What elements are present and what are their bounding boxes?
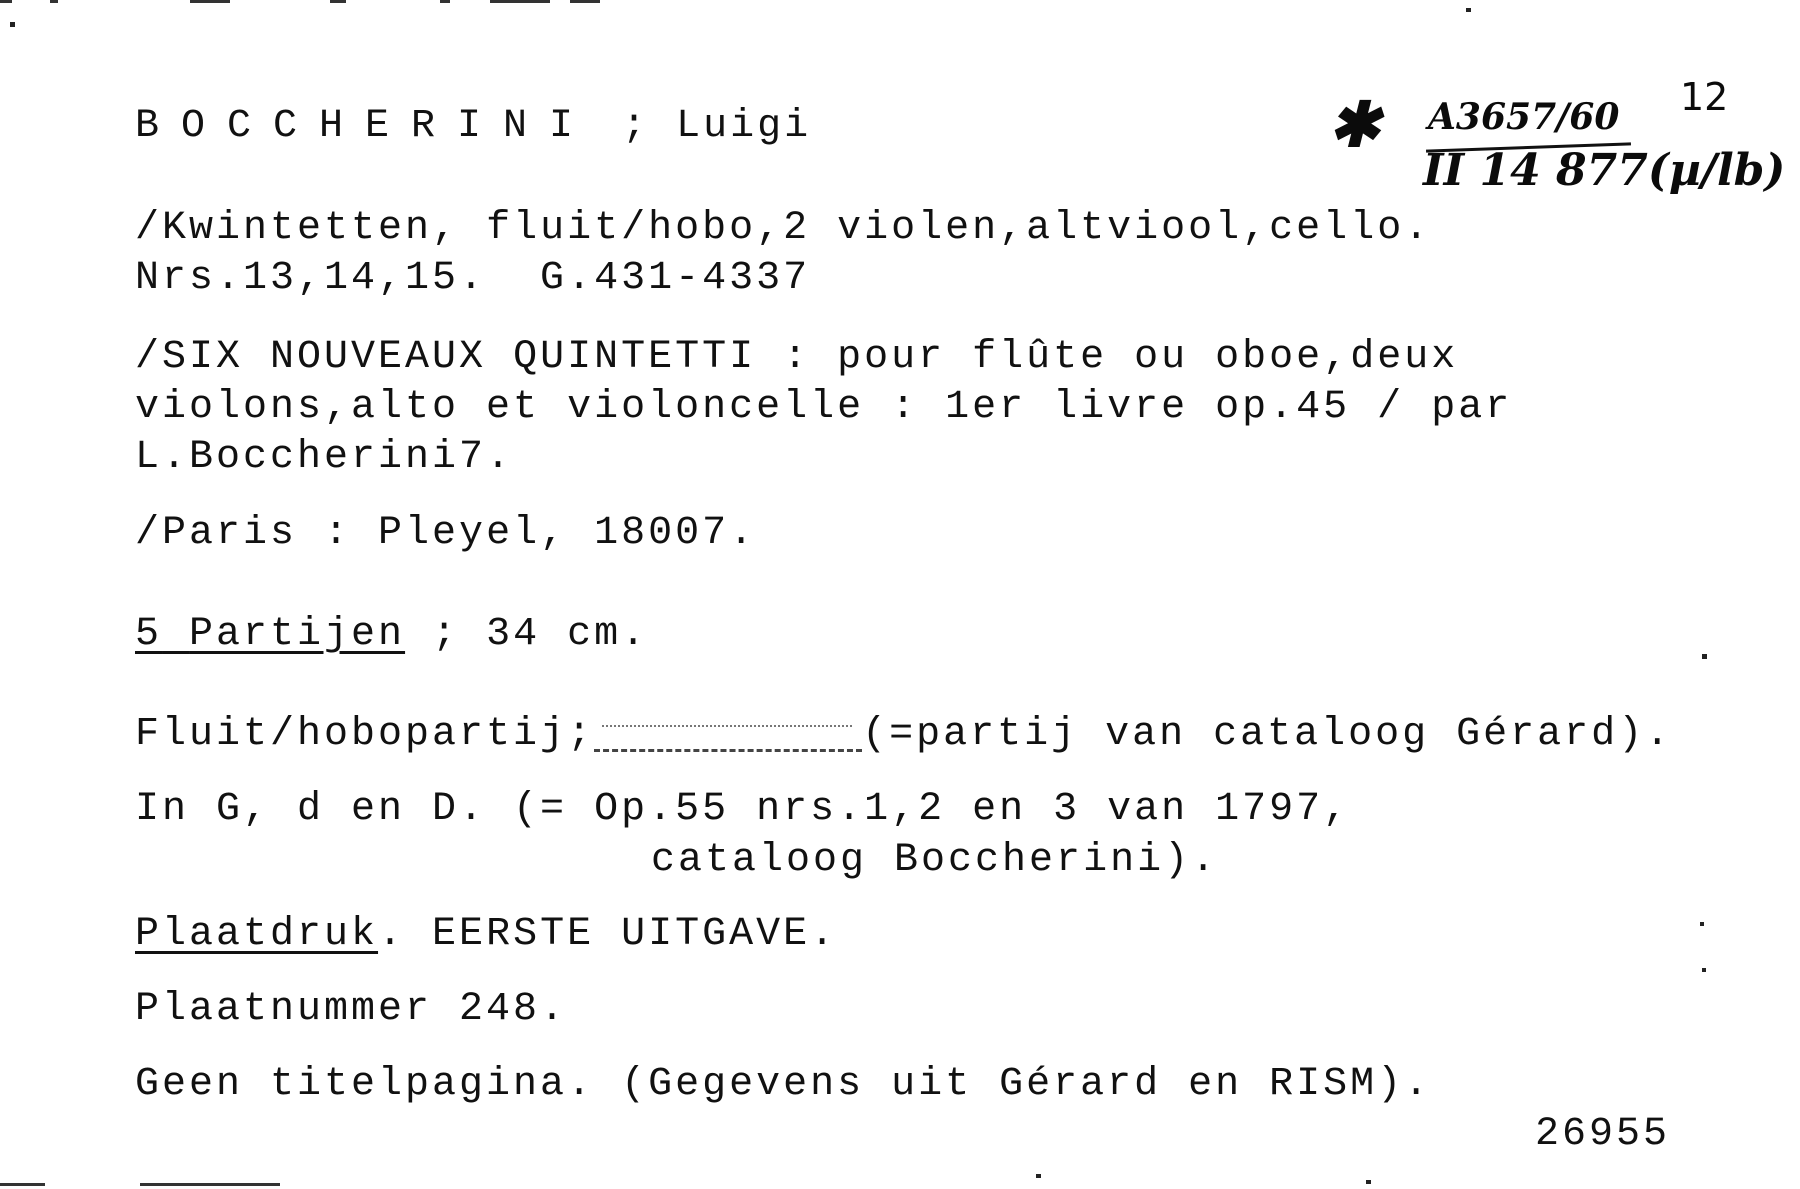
scan-artifact	[440, 0, 450, 3]
catalog-number: 26955	[1535, 1112, 1671, 1157]
uniform-title-text-2: Nrs.13,14,15. G.431-433	[135, 256, 784, 301]
title-line-3	[135, 433, 513, 483]
imprint-text: Paris : Pleyel, 1800	[162, 511, 703, 556]
close-bracket: 7.	[459, 435, 514, 480]
parts-count: 5	[135, 612, 163, 657]
flute-part-note	[135, 710, 1672, 760]
print-type-note	[135, 910, 837, 960]
scan-artifact	[330, 0, 346, 3]
scan-speck	[1702, 968, 1706, 972]
scan-artifact	[490, 0, 550, 3]
close-bracket: 7.	[702, 511, 757, 556]
title-line-2: violons,alto et violoncelle : 1er livre op.45 / par	[135, 385, 1513, 430]
source-note: Geen titelpagina. (Gegevens uit Gérard en RISM).	[135, 1062, 1432, 1107]
open-bracket: /	[135, 511, 163, 556]
title-line-1	[135, 333, 1458, 383]
scan-artifact	[0, 1183, 45, 1186]
title-text-1: SIX NOUVEAUX QUINTETTI : pour flûte ou oboe,deux	[162, 335, 1459, 380]
parts-label	[162, 612, 405, 657]
composer-first-name: Luigi	[676, 104, 812, 149]
scan-speck	[10, 22, 15, 27]
print-type-rest: . EERSTE UITGAVE.	[378, 912, 838, 957]
scan-artifact	[190, 0, 230, 3]
close-bracket: 7	[783, 256, 811, 301]
scan-speck	[1700, 922, 1704, 926]
flute-part-suffix: (=partij van cataloog Gérard).	[862, 712, 1673, 757]
shelfmark-line-1: A3657/60	[1428, 96, 1620, 138]
scan-speck	[1466, 8, 1471, 12]
parts-label-text: Partijen	[189, 612, 406, 657]
collation-size: ; 34 cm.	[405, 612, 649, 657]
asterisk-icon: ✱	[1328, 88, 1380, 161]
shelfmark-line-2: II 14 877(µ/lb)	[1423, 145, 1786, 196]
imprint	[135, 509, 756, 559]
open-bracket: /	[135, 206, 163, 251]
scan-speck	[1702, 654, 1707, 659]
composer-separator: ;	[595, 104, 677, 149]
uniform-title-text-1: Kwintetten, fluit/hobo,2 violen,altviool,cello.	[162, 206, 1432, 251]
uniform-title-line-1	[135, 204, 1431, 254]
uniform-title-line-2	[135, 254, 810, 304]
scan-artifact	[140, 1183, 280, 1186]
scan-artifact	[0, 0, 12, 3]
plate-number: Plaatnummer 248.	[135, 987, 568, 1032]
erased-text-scribble	[594, 713, 862, 752]
print-type-label: Plaatdruk	[135, 912, 379, 957]
open-bracket: /	[135, 335, 163, 380]
scan-artifact	[50, 0, 58, 3]
collation	[135, 610, 648, 660]
flute-part-prefix: Fluit/hobopartij;	[135, 712, 595, 757]
copy-number: 12	[1680, 75, 1729, 119]
scan-speck	[1366, 1180, 1371, 1184]
keys-note-line-2: cataloog Boccherini).	[651, 838, 1219, 883]
composer-surname: BOCCHERINI	[135, 104, 596, 149]
scan-speck	[1036, 1174, 1041, 1178]
composer-heading	[135, 102, 811, 152]
keys-note-line-1: In G, d en D. (= Op.55 nrs.1,2 en 3 van 1797,	[135, 787, 1351, 832]
title-text-3: L.Boccherini	[135, 435, 460, 480]
scan-artifact	[570, 0, 600, 3]
